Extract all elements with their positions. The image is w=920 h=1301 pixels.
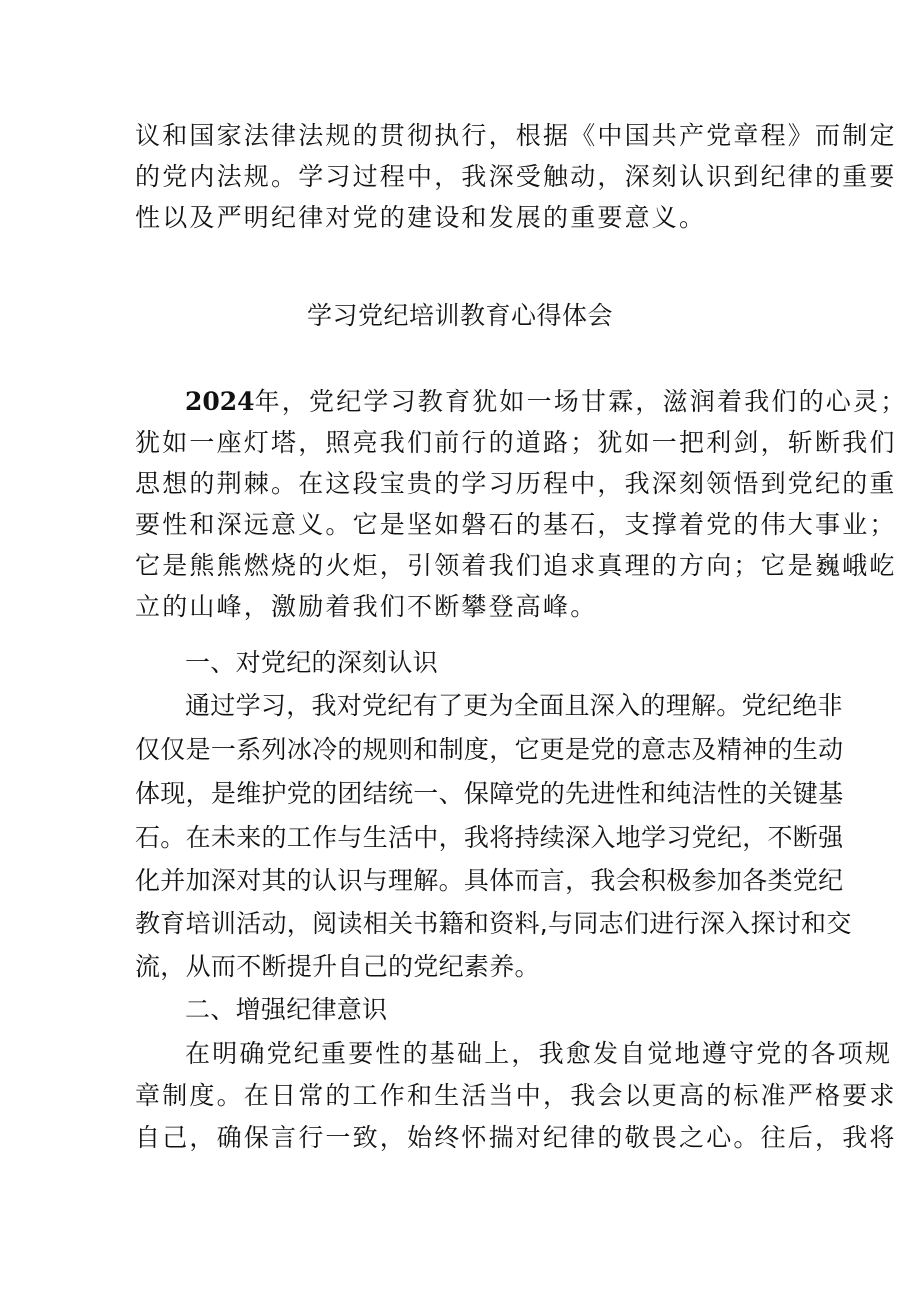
intro-line-3: 性以及严明纪律对党的建设和发展的重要意义。 xyxy=(135,203,707,232)
section1-line-7: 流，从而不断提升自己的党纪素养。 xyxy=(135,952,540,981)
section1-heading: 一、对党纪的深刻认识 xyxy=(185,648,439,677)
article-title: 学习党纪培训教育心得体会 xyxy=(306,301,613,330)
opening-line-2: 犹如一座灯塔，照亮我们前行的道路；犹如一把利剑，斩断我们 xyxy=(135,428,897,457)
section2-heading: 二、增强纪律意识 xyxy=(185,995,388,1024)
section2-line-1: 在明确党纪重要性的基础上，我愈发自觉地遵守党的各项规 xyxy=(185,1039,893,1068)
opening-line-5: 它是熊熊燃烧的火炬，引领着我们追求真理的方向；它是巍峨屹 xyxy=(135,551,897,580)
section1-line-1: 通过学习，我对党纪有了更为全面且深入的理解。党纪绝非 xyxy=(185,691,843,720)
opening-line-6: 立的山峰，激励着我们不断攀登高峰。 xyxy=(135,592,598,621)
intro-line-1: 议和国家法律法规的贯彻执行，根据《中国共产党章程》而制定 xyxy=(135,121,897,150)
opening-year: 2024 xyxy=(185,387,255,416)
section2-line-2: 章制度。在日常的工作和生活当中，我会以更高的标准严格要求 xyxy=(135,1081,897,1110)
section1-line-4: 石。在未来的工作与生活中，我将持续深入地学习党纪，不断强 xyxy=(135,823,844,852)
intro-line-2: 的党内法规。学习过程中，我深受触动，深刻认识到纪律的重要 xyxy=(135,162,897,191)
opening-line-1 xyxy=(185,382,908,422)
section1-line-5: 化并加深对其的认识与理解。具体而言，我会积极参加各类党纪 xyxy=(135,866,844,895)
section2-line-3: 自己，确保言行一致，始终怀揣对纪律的敬畏之心。往后，我将 xyxy=(135,1123,897,1152)
section1-line-2: 仅仅是一系列冰冷的规则和制度，它更是党的意志及精神的生动 xyxy=(135,735,844,764)
opening-line-3: 思想的荆棘。在这段宝贵的学习历程中，我深刻领悟到党纪的重 xyxy=(135,469,897,498)
section1-line-6: 教育培训活动，阅读相关书籍和资料,与同志们进行深入探讨和交 xyxy=(135,909,852,938)
opening-line-1-text: 年，党纪学习教育犹如一场甘霖，滋润着我们的心灵； xyxy=(254,387,908,416)
section1-line-3: 体现，是维护党的团结统一、保障党的先进性和纯洁性的关键基 xyxy=(135,779,844,808)
opening-line-4: 要性和深远意义。它是坚如磐石的基石，支撑着党的伟大事业； xyxy=(135,510,897,539)
